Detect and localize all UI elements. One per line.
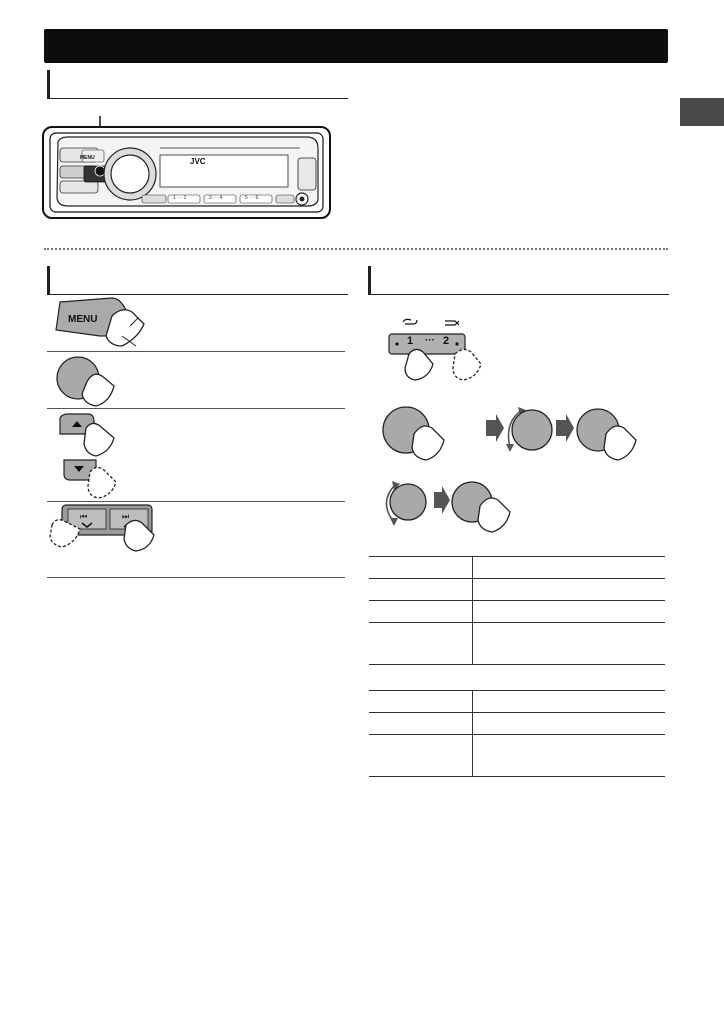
knob-sequence-row1 (380, 404, 680, 474)
table1-row-line-3 (369, 622, 665, 623)
table2-row-line-1 (369, 712, 665, 713)
car-stereo-illustration (0, 0, 724, 260)
preset-1-label[interactable]: 1 (407, 335, 414, 347)
table1-row-line-2 (369, 600, 665, 601)
table2-row-line-2 (369, 734, 665, 735)
down-button-illustration (62, 458, 162, 508)
preset-buttons-illustration (385, 318, 505, 388)
table1-column-divider (472, 556, 473, 664)
svg-text:⏮: ⏮ (80, 512, 88, 521)
skip-buttons-illustration (50, 503, 160, 553)
brand-logo: JVC (190, 157, 206, 166)
preset-2-label[interactable]: 2 (443, 335, 450, 347)
table1-top-line (369, 556, 665, 557)
svg-text:⏭: ⏭ (122, 512, 130, 521)
up-button-illustration (58, 412, 158, 462)
menu-button-illustration (50, 296, 170, 356)
menu-button-label[interactable]: MENU (68, 314, 98, 325)
table1-bottom-line (369, 664, 665, 665)
device-preset-a: 1 ··· 2 (173, 195, 187, 201)
step-rule-4 (47, 577, 345, 578)
knob-press-illustration (56, 356, 156, 416)
knob-sequence-row2 (382, 478, 532, 548)
device-preset-b: 3 ··· 4 (209, 195, 223, 201)
preset-dots: ··· (425, 335, 435, 346)
table2-top-line (369, 690, 665, 691)
section-heading-right (368, 266, 669, 295)
device-menu-text: MENU (80, 155, 95, 161)
device-preset-c: 5 ··· 6 (245, 195, 259, 201)
table2-column-divider (472, 690, 473, 776)
section-heading-left (47, 266, 348, 295)
table1-row-line-1 (369, 578, 665, 579)
section-divider (44, 248, 668, 250)
table2-bottom-line (369, 776, 665, 777)
